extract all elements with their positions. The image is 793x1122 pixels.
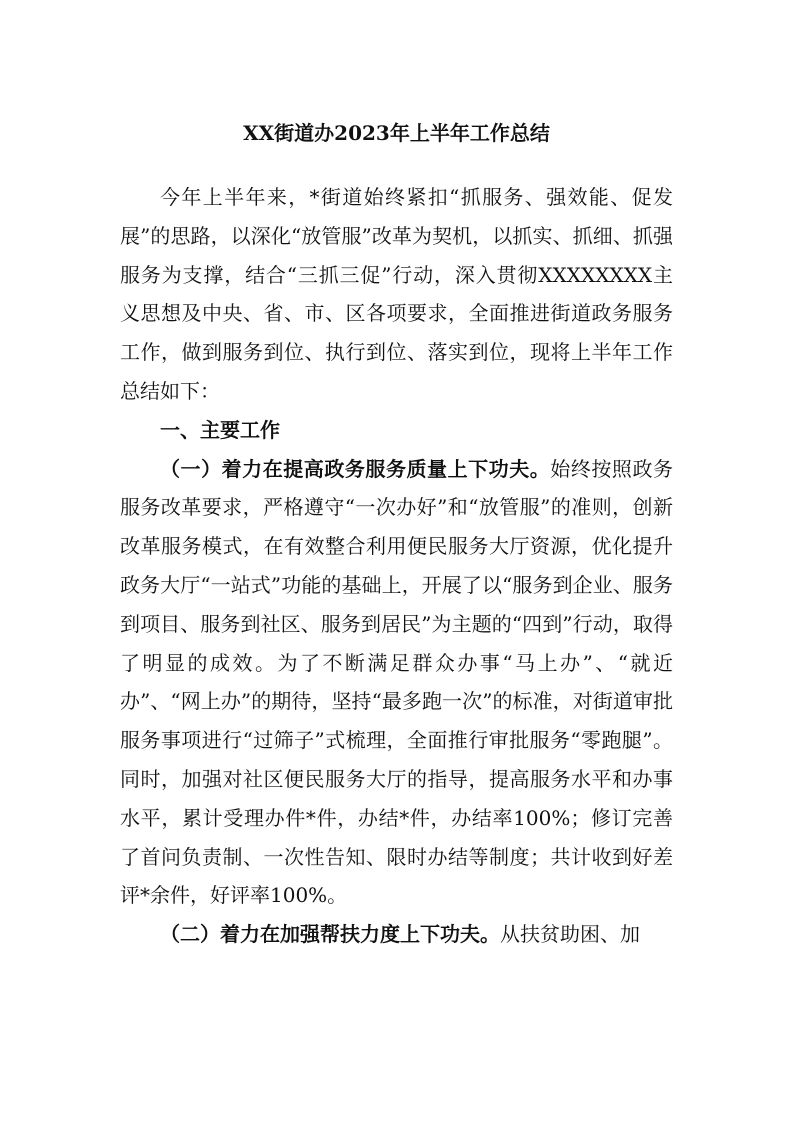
document-title: XX街道办2023年上半年工作总结 — [243, 121, 550, 145]
item-1-lead: （一）着力在提高政务服务质量上下功夫。 — [160, 456, 551, 481]
intro-paragraph: 今年上半年来，*街道始终紧扣“抓服务、强效能、促发展”的思路，以深化“放管服”改革为契机，以抓实、抓细、抓强服务为支撑，结合“三抓三促”行动，深入贯彻XXXXXXXX主义思想及中央、省、市、区各项要求，全面推进街道政务服务工作，做到服务到位、执行到位、落实到位，现将上半年工作总结如下： — [120, 185, 673, 403]
item-2-text: 从扶贫助困、加 — [500, 922, 640, 947]
section-heading-main-work: 一、主要工作 — [160, 417, 280, 442]
item-1-text: 始终按照政务服务改革要求，严格遵守“一次办好”和“放管服”的准则，创新改革服务模式，在有效整合利用便民服务大厅资源，优化提升政务大厅“一站式”功能的基础上，开展了以“服务到企业、服务到项目、服务到社区、服务到居民”为主题的“四到”行动，取得了明显的成效。为了不断满足群众办事“马上办”、“就近办”、“网上办”的期待，坚持“最多跑一次”的标准，对街道审批服务事项进行“过筛子”式梳理，全面推行审批服务“零跑腿”。同时，加强对社区便民服务大厅的指导，提高服务水平和办事水平，累计受理办件*件，办结*件，办结率100%；修订完善了首问负责制、一次性告知、限时办结等制度；共计收到好差评*余件，好评率100%。 — [120, 456, 674, 908]
item-2-lead: （二）着力在加强帮扶力度上下功夫。 — [160, 922, 500, 947]
item-1-paragraph — [120, 450, 673, 916]
item-2-paragraph — [120, 915, 673, 954]
document-body — [120, 178, 673, 954]
